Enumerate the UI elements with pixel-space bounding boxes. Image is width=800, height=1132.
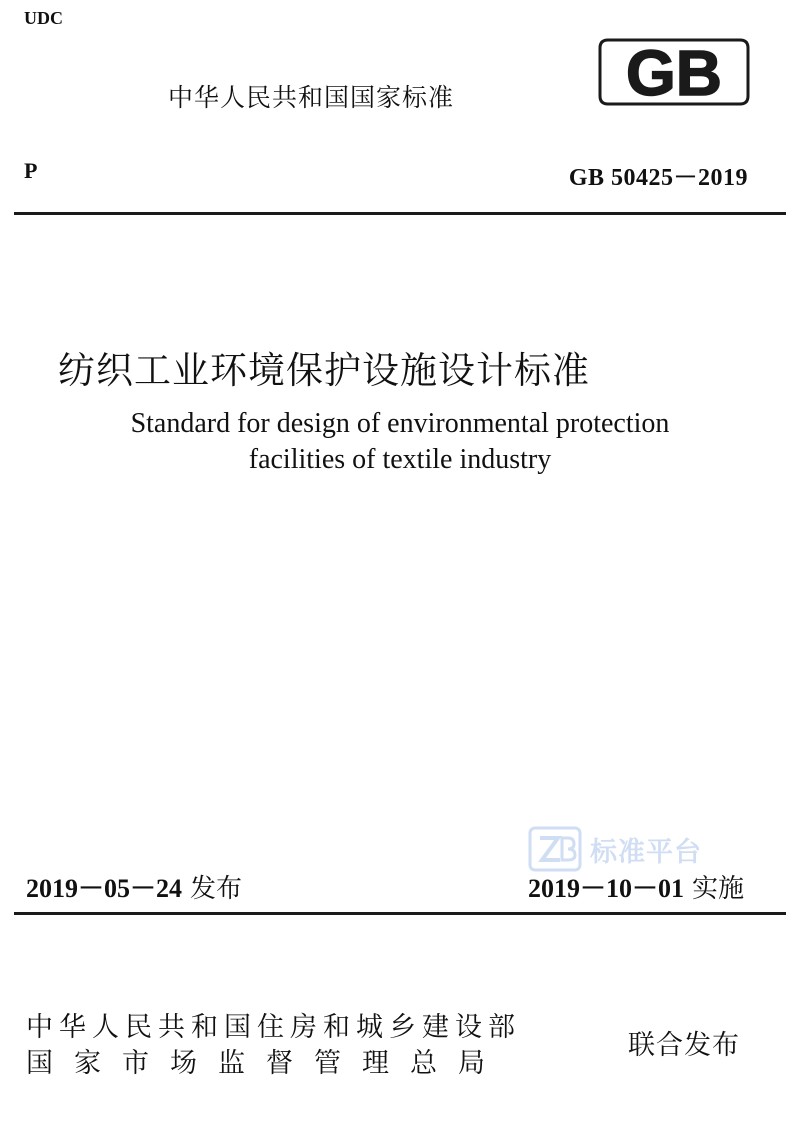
- watermark-logo-icon: [528, 826, 582, 872]
- publish-date: 2019－05－24: [26, 874, 183, 903]
- implement-date: 2019－10－01: [527, 874, 684, 903]
- implement-label: 实施: [691, 874, 744, 904]
- joint-issue-label: 联合发布: [628, 1030, 740, 1061]
- title-english: [0, 406, 800, 478]
- title-chinese: 纺织工业环境保护设施设计标准: [58, 349, 590, 392]
- publish-label: 发布: [190, 874, 243, 904]
- gb-logo: [598, 34, 750, 110]
- watermark-text: 标准平台: [590, 837, 702, 868]
- issuer-ministry: 中华人民共和国住房和城乡建设部: [26, 1012, 521, 1043]
- implement-date-line: [528, 868, 744, 905]
- title-english-line-2: facilities of textile industry: [248, 444, 552, 475]
- title-english-line-1: Standard for design of environmental protection: [130, 408, 670, 439]
- gb-logo-text: GB: [626, 37, 722, 109]
- category-code: P: [24, 158, 38, 183]
- header-rule: [14, 212, 786, 215]
- standard-number: GB 50425－2019: [568, 165, 748, 191]
- issuer-administration: 国家市场监督管理总局: [26, 1048, 506, 1079]
- publish-date-line: [26, 868, 242, 905]
- footer-rule: [14, 912, 786, 915]
- udc-label: UDC: [24, 8, 63, 28]
- national-standard-heading: 中华人民共和国国家标准: [168, 83, 455, 112]
